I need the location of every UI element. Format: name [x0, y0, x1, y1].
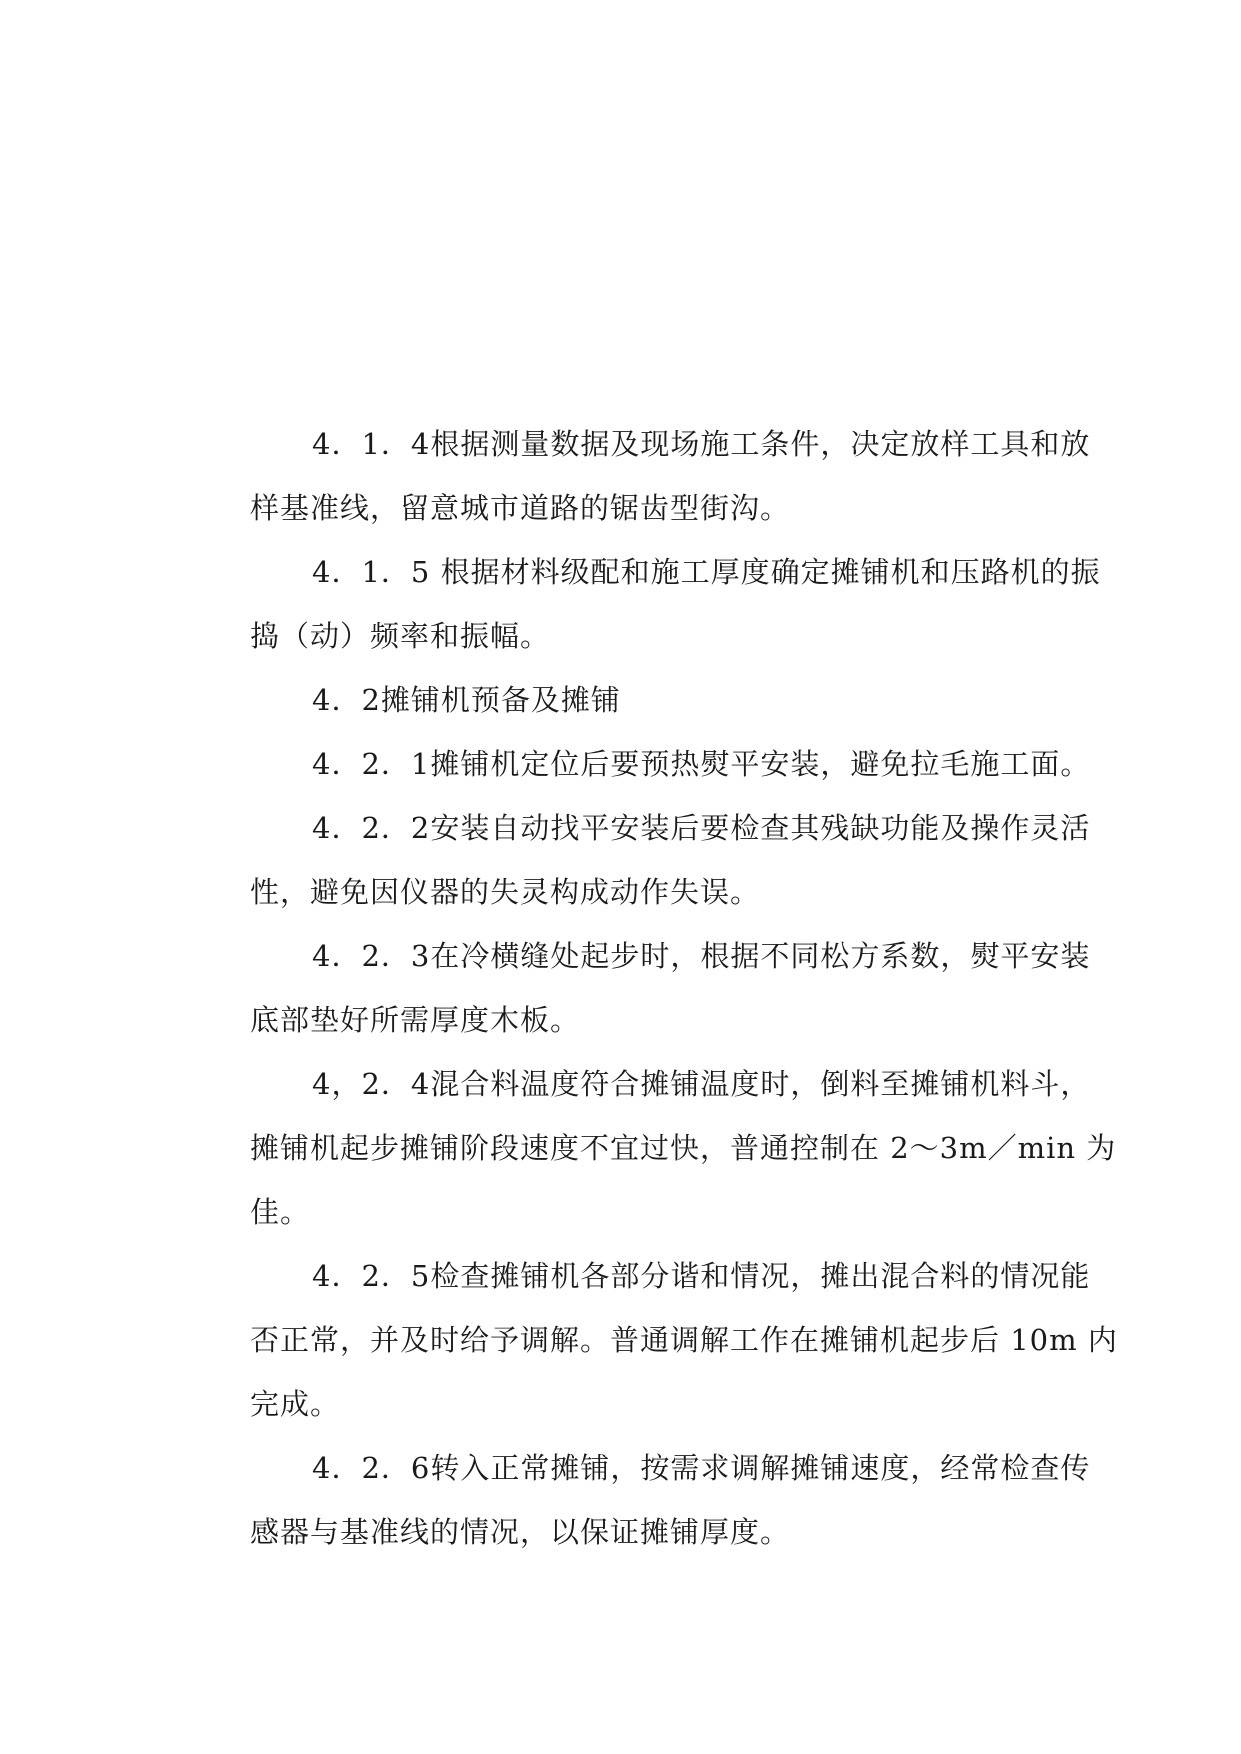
paragraph-line: 4．2．3在冷横缝处起步时，根据不同松方系数，熨平安装: [312, 939, 1091, 973]
paragraph-4-1-4: [188, 412, 1091, 540]
paragraph-4-2-3: [188, 924, 1091, 1052]
paragraph-line: 否正常，并及时给予调解。普通调解工作在摊铺机起步后 10m 内: [250, 1323, 1118, 1357]
paragraph-line: 底部垫好所需厚度木板。: [250, 1003, 581, 1037]
paragraph-4-2-2: [188, 796, 1091, 924]
paragraph-4-2-4: [188, 1052, 1117, 1244]
document-body: [188, 412, 1118, 1564]
paragraph-line: 4．2．2安装自动找平安装后要检查其残缺功能及操作灵活: [312, 811, 1091, 845]
paragraph-4-2-6: [188, 1436, 1091, 1564]
paragraph-line: 感器与基准线的情况，以保证摊铺厚度。: [250, 1515, 791, 1549]
paragraph-4-2-5: [188, 1244, 1118, 1436]
paragraph-line: 性，避免因仪器的失灵构成动作失误。: [250, 875, 761, 909]
paragraph-line: 样基准线，留意城市道路的锯齿型街沟。: [250, 491, 791, 525]
paragraph-4-1-5: [188, 540, 1101, 668]
paragraph-line: 4．2摊铺机预备及摊铺: [312, 683, 621, 717]
paragraph-line: 4，2．4混合料温度符合摊铺温度时，倒料至摊铺机料斗，: [312, 1067, 1091, 1101]
paragraph-line: 4．1．4根据测量数据及现场施工条件，决定放样工具和放: [312, 427, 1091, 461]
paragraph-line: 完成。: [250, 1387, 341, 1421]
paragraph-line: 摊铺机起步摊铺阶段速度不宜过快，普通控制在 2～3m／min 为: [250, 1131, 1117, 1165]
paragraph-line: 4．2．6转入正常摊铺，按需求调解摊铺速度，经常检查传: [312, 1451, 1091, 1485]
section-heading-4-2: [188, 668, 1068, 732]
paragraph-4-2-1: [188, 732, 1091, 796]
paragraph-line: 捣（动）频率和振幅。: [250, 619, 551, 653]
paragraph-line: 4．2．1摊铺机定位后要预热熨平安装，避免拉毛施工面。: [312, 747, 1091, 781]
paragraph-line: 4．2．5检查摊铺机各部分谐和情况，摊出混合料的情况能: [312, 1259, 1091, 1293]
paragraph-line: 4．1．5 根据材料级配和施工厚度确定摊铺机和压路机的振: [312, 555, 1101, 589]
paragraph-line: 佳。: [250, 1195, 311, 1229]
